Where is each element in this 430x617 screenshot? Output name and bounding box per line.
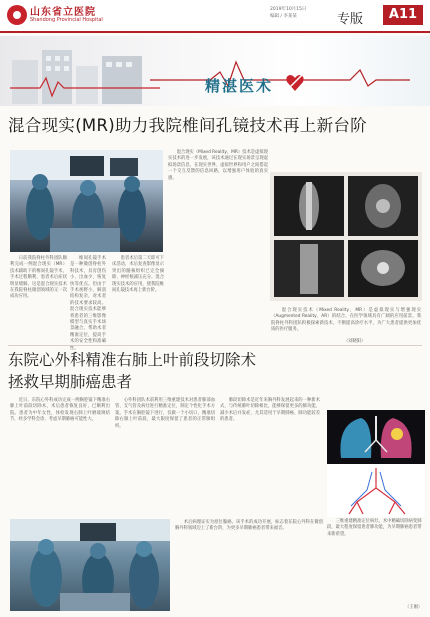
article2-col4: 术后病理证实为原位腺癌。该手术的成功开展，标志着东院心外科在微创胸外科领域迈上了新台阶，为更多早期肺癌患者带来福音。	[175, 520, 323, 532]
article2-headline	[8, 349, 256, 393]
heartbeat-line	[150, 52, 410, 92]
hospital-name: 山东省立医院	[30, 7, 96, 18]
banner-illustration	[10, 38, 160, 104]
article2-col2: 心外科团队术前利用三维重建技术对患者肺部血管、支气管及病灶进行精准定位，制定个性化手术方案。手术在胸腔镜下进行，仅做一个小切口，精准切除右肺上叶前段，最大限度保留了患者的正常肺组织。	[115, 398, 215, 429]
article2-headline-line1: 东院心外科精准右肺上叶前段切除术	[8, 351, 257, 369]
issue-info	[270, 6, 306, 20]
column-title: 精湛医术	[205, 77, 274, 95]
article2-col1: 近日，东院心外科成功完成一例胸腔镜下精准右肺上叶前段切除术，术后患者恢复良好，已顺利出院。患者为中年女性，体检发现右肺上叶磨玻璃结节，经多学科会诊，考虑早期肺癌可能性大。	[10, 398, 110, 423]
article1-col1: 日前我院脊柱外科团队顺利完成一例混合现实（MR）技术辅助下的椎间孔镜手术，手术过程顺利，患者术后症状明显缓解。这是混合现实技术在我院脊柱微创领域的又一次成功应用。	[10, 256, 67, 300]
article1-col2: 椎间孔镜手术是一种微创脊柱外科技术，具有创伤小、出血少、恢复快等优点。但由于手术视野小、解剖结构复杂，对术者的技术要求较高。混合现实技术能够将患者的三维影像模型与真实手术场景融合，帮助术者精准定位，提高手术的安全性和准确性。	[70, 256, 106, 351]
article1-byline: （刘晓阳）	[344, 339, 366, 344]
issue-editor: 编辑 / 李某某	[270, 14, 297, 19]
section-name: 专版	[337, 12, 364, 27]
hospital-name-en: Shandong Provincial Hospital	[30, 17, 103, 23]
article2-col3: 肺段切除术是近年来胸外科发展起来的一种新术式，与传统肺叶切除相比，能够保留更多的肺功能，减少术后并发症，尤其适用于早期肺癌、肺功能较差的患者。	[220, 398, 320, 423]
article1-col5: 混合现实技术（Mixed Reality，MR）是虚拟现实与增强现实（Augmented Reality，AR）的结合，在医学领域具有广阔的应用前景。我院脊柱外科团队积极探索新技术，不断提高诊疗水平，为广大患者提供更加优质的医疗服务。	[271, 308, 421, 333]
article1-col3: 患者术后第二天即可下床活动，术后复查影像显示突出的髓核组织已完全摘除，神经根减压充分。混合现实技术的应用，使我院椎间孔镜技术再上新台阶。	[112, 256, 164, 294]
thoracic-surgery-photo	[10, 519, 170, 611]
article1-col4: 混合现实（Mixed Reality，MR）技术是虚拟现实技术的进一步发展，该技术通过在现实场景呈现虚拟场景信息，在现实世界、虚拟世界和用户之间搭起一个交互反馈的信息回路，以增强用户体验的真实感。	[168, 150, 268, 181]
article1-headline: 混合现实(MR)助力我院椎间孔镜技术再上新台阶	[8, 116, 367, 135]
article2-byline: （王刚）	[405, 605, 423, 610]
mri-images	[270, 172, 422, 301]
scalpel-heart-icon	[284, 71, 306, 93]
photo-caption: 三维重建精准定位病灶，术中精确切除病变肺段，最大程度保留患者肺功能，为早期肺癌患者带来新希望。	[327, 519, 422, 537]
lung-3d-reconstruction	[327, 410, 425, 517]
hospital-seal-icon	[7, 5, 27, 25]
issue-date: 2019年10月15日	[270, 7, 307, 12]
article2-headline-line2: 拯救早期肺癌患者	[8, 373, 133, 391]
page-number: A11	[383, 5, 423, 25]
surgery-photo	[10, 150, 163, 252]
article-divider	[8, 345, 422, 346]
